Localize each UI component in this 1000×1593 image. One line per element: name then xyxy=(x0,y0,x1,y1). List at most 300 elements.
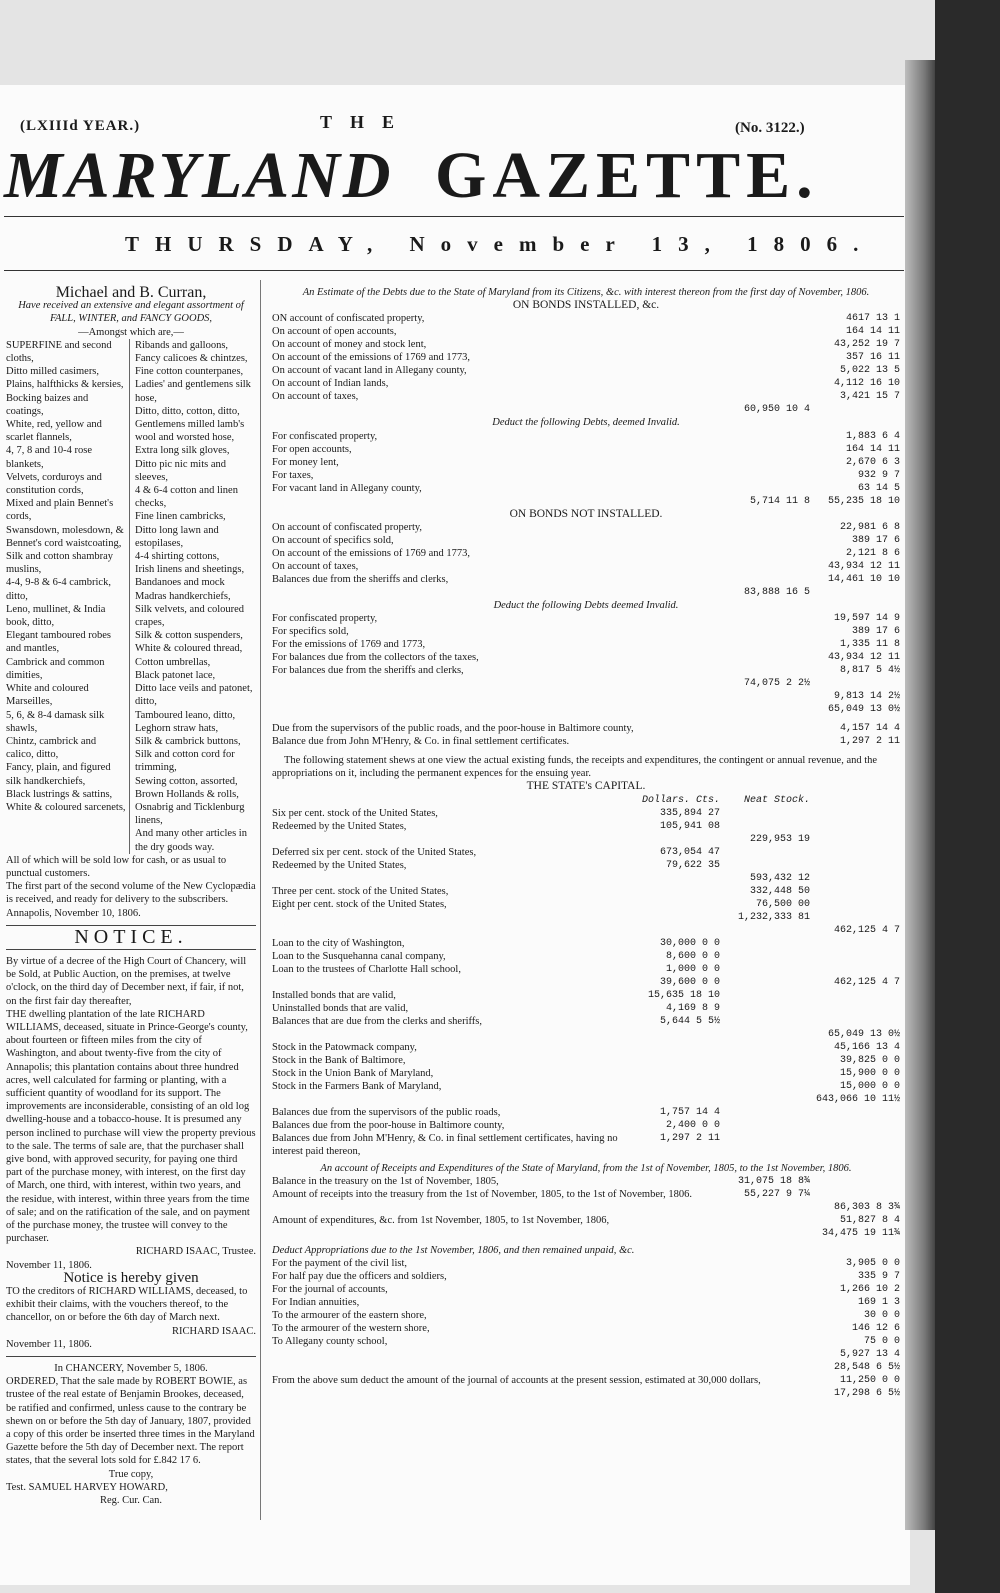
row-amount xyxy=(640,1054,720,1067)
receipts-deduct-heading: Deduct Appropriations due to the 1st November, 1806, and then remained unpaid, &c. xyxy=(272,1244,635,1256)
goods-item: 4-4 shirting cottons, xyxy=(135,551,220,563)
notice-dated: November 11, 1806. xyxy=(6,1259,92,1271)
account-row xyxy=(272,1067,900,1080)
account-row xyxy=(272,560,900,573)
goods-item: Brown Hollands & rolls, xyxy=(135,788,239,800)
goods-item: Gentlemens milled lamb's wool and worsted hose, xyxy=(135,419,245,444)
goods-item: Tamboured leano, ditto, xyxy=(135,709,236,721)
goods-item: Silk & cambrick buttons, xyxy=(135,735,241,747)
account-row xyxy=(272,1106,900,1119)
not-installed-total: 83,888 16 5 xyxy=(743,586,810,598)
account-row xyxy=(272,625,900,638)
row-amount: 1,883 6 4 xyxy=(845,430,900,442)
row-description: Balances that are due from the clerks and sheriffs, xyxy=(272,1015,483,1027)
row-amount xyxy=(810,859,900,872)
row-amount: 389 17 6 xyxy=(851,534,900,546)
row-amount: 43,934 12 11 xyxy=(827,560,900,572)
account-row xyxy=(272,846,900,859)
chancery-office: Reg. Cur. Can. xyxy=(99,1495,163,1507)
row-amount xyxy=(720,1002,810,1015)
row-amount: 39,825 0 0 xyxy=(839,1054,900,1066)
deduct1-table xyxy=(272,430,900,495)
goods-item: Fancy, plain, and figured silk handkerchiefs, xyxy=(6,762,111,787)
row-description: To Allegany county school, xyxy=(272,1336,388,1348)
year-label: (LXIIId YEAR.) xyxy=(20,118,141,134)
goods-item: White & coloured sarcenets, xyxy=(6,801,126,813)
account-row xyxy=(272,547,900,560)
row-amount: 75 0 0 xyxy=(863,1336,900,1348)
row-amount: 673,054 47 xyxy=(659,846,720,858)
account-row xyxy=(272,963,900,976)
row-description: Balances due from the sheriffs and clerks, xyxy=(272,573,449,585)
row-amount: 643,066 10 11½ xyxy=(815,1093,900,1105)
row-amount xyxy=(810,963,900,976)
goods-item: Ditto milled casimers, xyxy=(6,366,100,378)
row-amount: 389 17 6 xyxy=(851,626,900,638)
account-row xyxy=(272,1119,900,1132)
account-row xyxy=(272,1214,900,1227)
ad-cyclopedia: The first part of the second volume of the New Cyclopædia is received, and ready for delivery to the subscribers. xyxy=(6,881,256,906)
ad-dated: Annapolis, November 10, 1806. xyxy=(6,907,141,919)
row-amount: 1,335 11 8 xyxy=(839,639,900,651)
row-amount: 43,252 19 7 xyxy=(833,339,900,351)
row-amount: 14,461 10 10 xyxy=(827,573,900,585)
not-installed-table xyxy=(272,521,900,586)
installed-total: 60,950 10 4 xyxy=(743,404,810,416)
receipts-table xyxy=(272,1175,900,1240)
row-amount: 8,817 5 4½ xyxy=(839,665,900,677)
row-description: For confiscated property, xyxy=(272,613,378,625)
row-description: Three per cent. stock of the United States, xyxy=(272,885,449,897)
row-amount: 15,635 18 10 xyxy=(647,989,720,1001)
dateline-rule xyxy=(4,270,904,271)
account-row xyxy=(272,859,900,872)
row-description: Installed bonds that are valid, xyxy=(272,989,396,1001)
account-row xyxy=(272,390,900,403)
goods-item: Cotton umbrellas, xyxy=(135,656,211,668)
appropriations-total: 5,927 13 4 xyxy=(839,1349,900,1361)
row-amount xyxy=(720,1093,810,1106)
divider xyxy=(6,949,256,950)
row-amount xyxy=(640,872,720,885)
mchenry-amount: 1,297 2 11 xyxy=(839,736,900,748)
account-row xyxy=(272,1201,900,1214)
row-amount xyxy=(720,820,810,833)
account-row xyxy=(272,612,900,625)
row-description: Balance in the treasury on the 1st of November, 1805, xyxy=(272,1175,499,1187)
goods-item: Black patonet lace, xyxy=(135,669,216,681)
row-amount: 593,432 12 xyxy=(749,872,810,884)
row-description: To the armourer of the eastern shore, xyxy=(272,1310,427,1322)
goods-item: Velvets, corduroys and constitution cords, xyxy=(6,471,102,497)
row-description: On account of open accounts, xyxy=(272,326,397,338)
goods-item: Fine linen cambricks, xyxy=(135,511,226,523)
goods-item: Silk & cotton suspenders, xyxy=(135,630,243,642)
account-row xyxy=(272,1227,900,1240)
goods-item: Silk and cotton cord for trimming, xyxy=(135,749,235,774)
row-description: For half pay due the officers and soldiers, xyxy=(272,1271,447,1283)
goods-list xyxy=(6,339,256,854)
row-description: Uninstalled bonds that are valid, xyxy=(272,1002,409,1014)
goods-list-right xyxy=(130,339,256,854)
journal-amount: 11,250 0 0 xyxy=(839,1375,900,1387)
account-row xyxy=(272,872,900,885)
row-amount xyxy=(720,859,810,872)
notice2-dated: November 11, 1806. xyxy=(6,1338,92,1350)
row-amount xyxy=(720,976,810,989)
row-description: On account of Indian lands, xyxy=(272,378,389,390)
row-amount: 462,125 4 7 xyxy=(833,924,900,936)
row-amount: 22,981 6 8 xyxy=(839,521,900,533)
account-row xyxy=(272,1175,900,1188)
account-row xyxy=(272,638,900,651)
account-row xyxy=(272,833,900,846)
binding-edge xyxy=(905,60,937,1530)
row-amount xyxy=(810,807,900,820)
dateline: THURSDAY, November 13, 1806. xyxy=(125,232,875,256)
row-description: On account of the emissions of 1769 and 1773, xyxy=(272,352,471,364)
row-amount: 79,622 35 xyxy=(665,859,720,871)
row-amount: 1,266 10 2 xyxy=(839,1284,900,1296)
net1: 55,235 18 10 xyxy=(827,495,900,507)
row-amount: 105,941 08 xyxy=(659,820,720,832)
row-description: On account of money and stock lent, xyxy=(272,339,427,351)
goods-item: Leghorn straw hats, xyxy=(135,722,219,734)
row-description: Redeemed by the United States, xyxy=(272,820,407,832)
row-description xyxy=(272,1227,730,1240)
notice-decree: By virtue of a decree of the High Court of Chancery, will be Sold, at Public Auction, on the premises, at twelve o'clock, on the third day of December next, if fair, if not, on the first fair day thereafter, xyxy=(6,955,247,1007)
row-amount xyxy=(720,989,810,1002)
row-amount xyxy=(810,950,900,963)
row-description xyxy=(272,833,640,846)
row-description: For confiscated property, xyxy=(272,430,378,442)
row-amount: 4617 13 1 xyxy=(845,313,900,325)
row-amount: 51,827 8 4 xyxy=(839,1214,900,1226)
row-amount: 2,400 0 0 xyxy=(665,1119,720,1131)
row-amount: 164 14 11 xyxy=(845,326,900,338)
estimate-title: An Estimate of the Debts due to the State of Maryland from its Citizens, &c. with interest thereon from the first day of November, 1806. xyxy=(302,287,870,298)
goods-item: Bandanoes and mock Madras handkerchiefs, xyxy=(135,577,231,602)
notice2-body: TO the creditors of RICHARD WILLIAMS, deceased, to exhibit their claims, with the vouchers thereof, to the chancellor, on or before the 6th day of March next. xyxy=(6,1286,248,1324)
row-amount: 5,022 13 5 xyxy=(839,365,900,377)
goods-item: Ribands and galloons, xyxy=(135,339,229,351)
row-amount xyxy=(720,924,810,937)
row-amount xyxy=(720,1080,810,1093)
masthead-rule xyxy=(4,216,904,217)
account-row xyxy=(272,1322,900,1335)
row-description: On account of confiscated property, xyxy=(272,521,423,533)
row-amount: 932 9 7 xyxy=(857,469,900,481)
account-row xyxy=(272,937,900,950)
row-description: Loan to the Susquehanna canal company, xyxy=(272,950,446,962)
row-amount xyxy=(810,885,900,898)
goods-item: Mixed and plain Bennet's cords, xyxy=(6,498,114,523)
binding-spine xyxy=(935,0,1000,1593)
account-row xyxy=(272,1270,900,1283)
account-row xyxy=(272,534,900,547)
notice2-heading: Notice is hereby given xyxy=(63,1269,199,1286)
row-description xyxy=(272,911,640,924)
row-amount: 4,112 16 10 xyxy=(833,378,900,390)
row-amount xyxy=(810,1132,900,1158)
row-amount: 65,049 13 0½ xyxy=(827,1028,900,1040)
account-row xyxy=(272,1002,900,1015)
row-description xyxy=(272,872,640,885)
row-amount: 15,000 0 0 xyxy=(839,1080,900,1092)
row-amount: 15,900 0 0 xyxy=(839,1067,900,1079)
row-description: On account of taxes, xyxy=(272,391,359,403)
row-description xyxy=(272,1093,640,1106)
row-description: Balances due from John M'Henry, & Co. in final settlement certificates, having no interest paid thereon, xyxy=(272,1132,618,1157)
row-amount: 332,448 50 xyxy=(749,885,810,897)
notice-heading: NOTICE. xyxy=(74,925,188,948)
row-amount xyxy=(730,1201,810,1214)
row-amount: 86,303 8 3¾ xyxy=(833,1201,900,1213)
goods-item: Osnabrig and Ticklenburg linens, xyxy=(135,801,245,827)
row-amount: 76,500 00 xyxy=(755,898,810,910)
row-amount xyxy=(640,1067,720,1080)
row-amount xyxy=(810,833,900,846)
account-row xyxy=(272,482,900,495)
merchant-name: Michael and B. Curran, xyxy=(55,284,207,301)
goods-list-left xyxy=(6,339,130,854)
row-amount xyxy=(720,1132,810,1158)
deduct2-table xyxy=(272,612,900,677)
row-amount: 4,169 8 9 xyxy=(665,1002,720,1014)
account-row xyxy=(272,1257,900,1270)
row-amount xyxy=(810,1002,900,1015)
capital-heading: THE STATE's CAPITAL. xyxy=(526,780,646,793)
row-amount: 5,644 5 5½ xyxy=(659,1015,720,1027)
row-description: On account of specifics sold, xyxy=(272,534,394,546)
account-row xyxy=(272,989,900,1002)
goods-item: And many other articles in the dry goods way. xyxy=(135,828,247,853)
row-amount xyxy=(640,898,720,911)
row-amount xyxy=(720,937,810,950)
notice-signed: RICHARD ISAAC, Trustee. xyxy=(135,1246,256,1258)
row-amount: 169 1 3 xyxy=(857,1297,900,1309)
row-amount xyxy=(810,1015,900,1028)
row-amount: 1,757 14 4 xyxy=(659,1106,720,1118)
goods-item: White, red, yellow and scarlet flannels, xyxy=(6,419,102,444)
account-row xyxy=(272,1041,900,1054)
row-amount xyxy=(720,1015,810,1028)
account-row xyxy=(272,1188,900,1201)
row-amount xyxy=(720,1119,810,1132)
row-amount xyxy=(810,989,900,1002)
account-row xyxy=(272,651,900,664)
account-row xyxy=(272,1296,900,1309)
row-description: Loan to the city of Washington, xyxy=(272,937,405,949)
row-description: Amount of receipts into the treasury from the 1st of November, 1805, to the 1st of November, 1806. xyxy=(272,1188,692,1200)
row-amount: 19,597 14 9 xyxy=(833,613,900,625)
row-amount: 34,475 19 11¾ xyxy=(821,1227,900,1239)
account-row xyxy=(272,351,900,364)
row-description: Stock in the Bank of Baltimore, xyxy=(272,1054,406,1066)
account-row xyxy=(272,469,900,482)
row-amount: 8,600 0 0 xyxy=(665,950,720,962)
goods-item: Sewing cotton, assorted, xyxy=(135,775,238,787)
deduct1-heading: Deduct the following Debts, deemed Invalid. xyxy=(492,417,680,429)
row-description: On account of the emissions of 1769 and 1773, xyxy=(272,547,471,559)
supervisors-amount: 4,157 14 4 xyxy=(839,723,900,735)
goods-item: Swansdown, molesdown, & Bennet's cord waistcoating, xyxy=(6,524,124,549)
goods-item: Irish linens and sheetings, xyxy=(135,564,245,576)
row-description: For balances due from the collectors of the taxes, xyxy=(272,652,479,664)
row-amount xyxy=(720,1041,810,1054)
account-row xyxy=(272,1015,900,1028)
row-amount xyxy=(640,1028,720,1041)
goods-item: Plains, halfthicks & kersies, xyxy=(6,379,124,391)
account-row xyxy=(272,1132,900,1158)
deduct1-total: 5,714 11 8 xyxy=(749,495,810,507)
receipts-net: 28,548 6 5½ xyxy=(833,1362,900,1374)
row-amount: 335 9 7 xyxy=(857,1271,900,1283)
goods-item: Silk and cotton shambray muslins, xyxy=(6,551,114,576)
statement-text: The following statement shews at one view the actual existing funds, the receipts and expenditures, the contingent or annual revenue, and the appropriations on it, including the permanent expences for the ensuing year. xyxy=(272,755,878,780)
account-row xyxy=(272,312,900,325)
column-rule xyxy=(260,280,261,1520)
row-description: For vacant land in Allegany county, xyxy=(272,482,422,494)
account-row xyxy=(272,807,900,820)
account-row xyxy=(272,1283,900,1296)
row-amount xyxy=(810,846,900,859)
row-description: For open accounts, xyxy=(272,443,352,455)
row-description: Deferred six per cent. stock of the United States, xyxy=(272,846,477,858)
goods-item: Leno, mullinet, & India book, ditto, xyxy=(6,603,106,629)
row-amount xyxy=(720,846,810,859)
row-amount: 30,000 0 0 xyxy=(659,937,720,949)
receipts-title: An account of Receipts and Expenditures of the State of Maryland, from the 1st of November, 1805, to the 1st November, 1806. xyxy=(320,1162,852,1174)
row-description: Loan to the trustees of Charlotte Hall school, xyxy=(272,963,461,975)
row-description: Eight per cent. stock of the United States, xyxy=(272,898,447,910)
goods-item: 5, 6, & 8-4 damask silk shawls, xyxy=(6,709,105,734)
account-row xyxy=(272,325,900,338)
row-amount xyxy=(730,1214,810,1227)
goods-item: Fancy calicoes & chintzes, xyxy=(135,353,248,365)
account-row xyxy=(272,820,900,833)
row-amount xyxy=(810,1119,900,1132)
goods-item: Ditto lace veils and patonet, ditto, xyxy=(135,683,253,708)
account-row xyxy=(272,456,900,469)
goods-item: Ditto pic nic mits and sleeves, xyxy=(135,458,226,483)
goods-item: 4 & 6-4 cotton and linen checks, xyxy=(135,485,238,510)
row-amount xyxy=(720,950,810,963)
row-description: Balances due from the supervisors of the public roads, xyxy=(272,1106,501,1118)
row-description: ON account of confiscated property, xyxy=(272,313,425,325)
row-amount xyxy=(720,963,810,976)
row-description xyxy=(272,924,640,937)
row-description: On account of vacant land in Allegany county, xyxy=(272,365,467,377)
goods-item: White and coloured Marseilles, xyxy=(6,683,89,708)
account-row xyxy=(272,1335,900,1348)
row-description xyxy=(272,976,640,989)
row-amount: 3,905 0 0 xyxy=(845,1258,900,1270)
estimate-sum: 65,049 13 0½ xyxy=(827,704,900,716)
account-row xyxy=(272,521,900,534)
goods-item: Black lustrings & sattins, xyxy=(6,788,113,800)
row-amount: 335,894 27 xyxy=(659,807,720,819)
account-row xyxy=(272,443,900,456)
issue-number: (No. 3122.) xyxy=(735,120,805,136)
row-amount xyxy=(720,1106,810,1119)
capital-table xyxy=(272,794,900,1158)
row-amount: 30 0 0 xyxy=(863,1310,900,1322)
row-description: To the armourer of the western shore, xyxy=(272,1323,430,1335)
account-row xyxy=(272,898,900,911)
row-amount xyxy=(810,898,900,911)
account-row xyxy=(272,1054,900,1067)
goods-item: White & coloured thread, xyxy=(135,643,243,655)
goods-item: Ditto long lawn and estopilases, xyxy=(135,524,219,549)
account-row xyxy=(272,573,900,586)
row-amount: 3,421 15 7 xyxy=(839,391,900,403)
goods-item: Elegant tamboured robes and mantles, xyxy=(6,630,111,655)
chancery-dateline: In CHANCERY, November 5, 1806. xyxy=(54,1363,208,1375)
row-amount: 1,297 2 11 xyxy=(659,1132,720,1144)
row-amount: 2,670 6 3 xyxy=(845,456,900,468)
row-amount xyxy=(720,1067,810,1080)
row-amount xyxy=(640,1093,720,1106)
goods-item: Cambrick and common dimities, xyxy=(6,656,105,681)
row-amount xyxy=(810,1175,900,1188)
row-description: Six per cent. stock of the United States, xyxy=(272,807,438,819)
chancery-true-copy: True copy, xyxy=(108,1468,154,1480)
row-amount: 1,232,333 81 xyxy=(737,911,810,923)
row-description: For specifics sold, xyxy=(272,626,349,638)
row-amount xyxy=(810,911,900,924)
account-row xyxy=(272,364,900,377)
goods-item: Extra long silk gloves, xyxy=(135,445,230,457)
net2: 9,813 14 2½ xyxy=(833,691,900,703)
goods-item: Fine cotton counterpanes, xyxy=(135,366,244,378)
account-row xyxy=(272,1080,900,1093)
row-description: Redeemed by the United States, xyxy=(272,859,407,871)
row-amount xyxy=(720,807,810,820)
row-amount xyxy=(640,833,720,846)
row-amount: 45,166 13 4 xyxy=(833,1041,900,1053)
chancery-test: Test. SAMUEL HARVEY HOWARD, xyxy=(6,1481,168,1493)
left-column xyxy=(6,286,256,1507)
supervisors-line: Due from the supervisors of the public roads, and the poor-house in Baltimore county, xyxy=(272,723,634,735)
row-description: Stock in the Farmers Bank of Maryland, xyxy=(272,1080,442,1092)
row-amount xyxy=(730,1227,810,1240)
goods-item: Ladies' and gentlemens silk hose, xyxy=(135,379,251,404)
row-amount: 357 16 11 xyxy=(845,352,900,364)
row-amount xyxy=(810,937,900,950)
row-amount xyxy=(640,924,720,937)
row-description: Stock in the Patowmack company, xyxy=(272,1041,417,1053)
row-amount xyxy=(810,820,900,833)
row-amount: 55,227 9 7¼ xyxy=(743,1188,810,1200)
masthead-the: THE xyxy=(320,112,413,132)
row-description: For the emissions of 1769 and 1773, xyxy=(272,639,426,651)
mchenry-line: Balance due from John M'Henry, & Co. in final settlement certificates. xyxy=(272,736,570,748)
capital-col-dollars: Dollars. Cts. xyxy=(641,794,720,806)
account-row xyxy=(272,950,900,963)
row-description: For the journal of accounts, xyxy=(272,1284,388,1296)
goods-item: 4-4, 9-8 & 6-4 cambrick, ditto, xyxy=(6,577,111,602)
account-row xyxy=(272,1309,900,1322)
row-amount xyxy=(640,885,720,898)
account-row xyxy=(272,338,900,351)
masthead-title-gazette: GAZETTE. xyxy=(435,139,819,212)
goods-item: Chintz, cambrick and calico, ditto, xyxy=(6,735,97,761)
row-amount xyxy=(640,911,720,924)
account-row xyxy=(272,1093,900,1106)
row-description: On account of taxes, xyxy=(272,560,359,572)
row-description: For balances due from the sheriffs and clerks, xyxy=(272,665,464,677)
